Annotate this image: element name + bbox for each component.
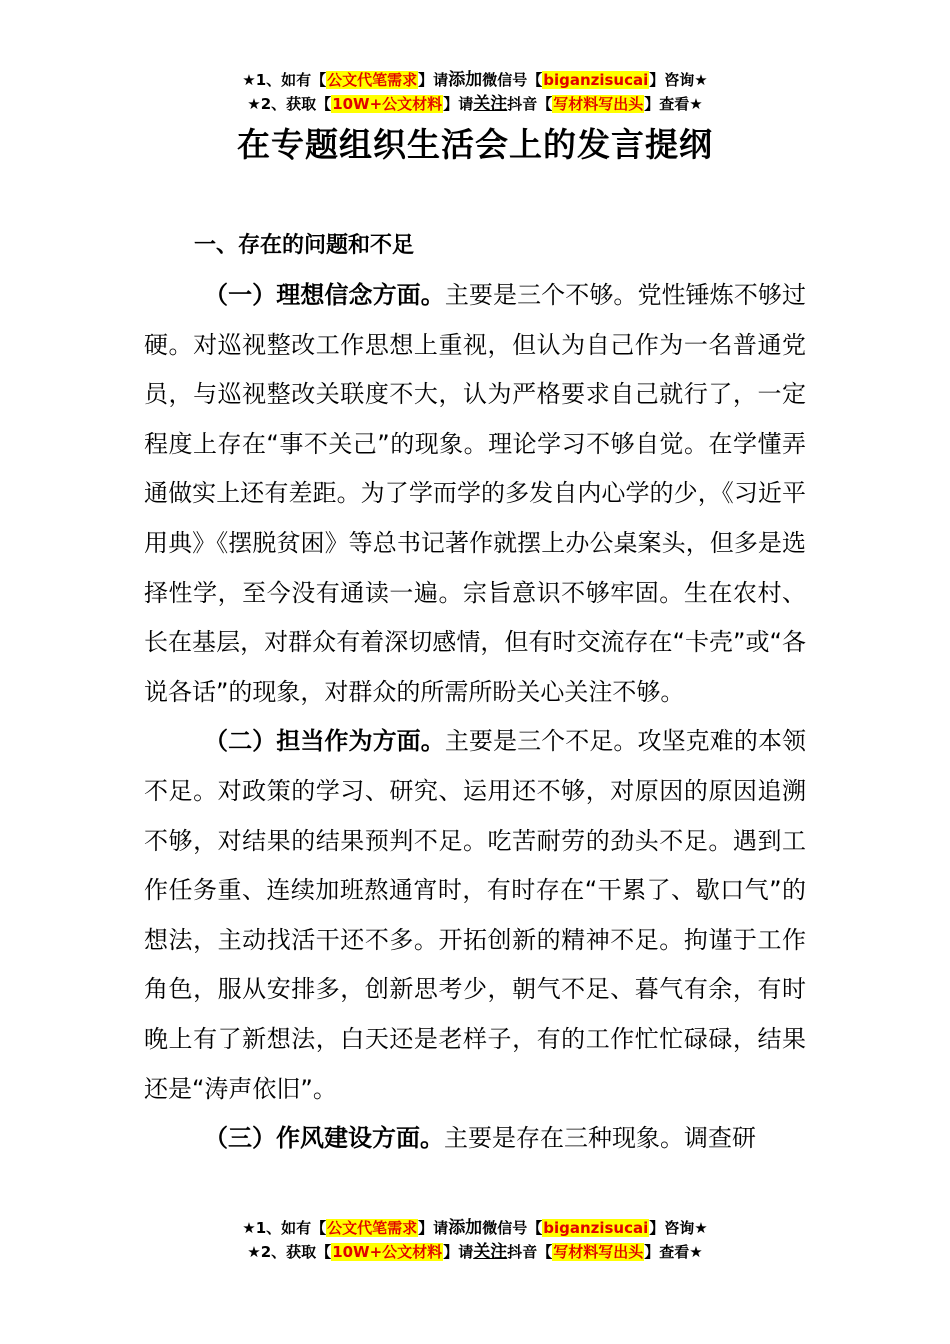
ad-text: ★1、如有【	[242, 71, 327, 89]
ad-highlight: 公文代笔需求	[327, 71, 418, 89]
ad-text: 】请	[443, 95, 474, 113]
ad-text: ★1、如有【	[242, 1219, 327, 1237]
header-ad	[0, 68, 950, 116]
paragraph-responsibility	[144, 717, 806, 1114]
ad-text: 】请	[443, 1243, 474, 1261]
ad-text: ★2、获取【	[247, 95, 332, 113]
ad-text: 】咨询★	[649, 1219, 708, 1237]
ad-emphasis: 关注	[473, 1242, 508, 1262]
ad-highlight: 10W+公文材料	[332, 95, 443, 113]
paragraph-lead: （三）作风建设方面。	[204, 1124, 444, 1153]
ad-text: 抖音【	[507, 1243, 553, 1261]
ad-text: 】请	[418, 71, 449, 89]
document-title: 在专题组织生活会上的发言提纲	[237, 125, 713, 164]
paragraph-lead: （二）担当作为方面。	[204, 727, 445, 756]
ad-douyin-id: 写材料写出头	[553, 95, 644, 113]
ad-line-2	[0, 1240, 950, 1264]
ad-text: 微信号【	[482, 71, 543, 89]
paragraph-ideals	[144, 271, 806, 717]
document-body	[144, 221, 806, 1164]
ad-emphasis: 添加	[448, 70, 483, 90]
ad-text: 】请	[418, 1219, 449, 1237]
ad-text: ★2、获取【	[247, 1243, 332, 1261]
ad-line-2	[0, 92, 950, 116]
ad-emphasis: 添加	[448, 1218, 483, 1238]
paragraph-text: 主要是三个不够。党性锤炼不够过硬。对巡视整改工作思想上重视，但认为自己作为一名普通党员，与巡视整改关联度不大，认为严格要求自己就行了，一定程度上存在“事不关己”的现象。理论学习不够自觉。在学懂弄通做实上还有差距。为了学而学的多发自内心学的少，《习近平用典》《摆脱贫困》等总书记著作就摆上办公桌案头，但多是选择性学，至今没有通读一遍。宗旨意识不够牢固。生在农村、长在基层，对群众有着深切感情，但有时交流存在“卡壳”或“各说各话”的现象，对群众的所需所盼关心关注不够。	[144, 281, 807, 706]
paragraph-text: 主要是存在三种现象。调查研	[444, 1124, 756, 1153]
ad-highlight: 10W+公文材料	[332, 1243, 443, 1261]
ad-douyin-id: 写材料写出头	[553, 1243, 644, 1261]
ad-wechat-id: biganzisucai	[543, 71, 649, 89]
ad-wechat-id: biganzisucai	[543, 1219, 649, 1237]
ad-text: 】咨询★	[649, 71, 708, 89]
ad-line-1	[0, 1216, 950, 1240]
ad-text: 抖音【	[507, 95, 553, 113]
ad-text: 微信号【	[482, 1219, 543, 1237]
footer-ad	[0, 1216, 950, 1264]
paragraph-text: 主要是三个不足。攻坚克难的本领不足。对政策的学习、研究、运用还不够，对原因的原因追溯不够，对结果的结果预判不足。吃苦耐劳的劲头不足。遇到工作任务重、连续加班熬通宵时，有时存在“干累了、歇口气”的想法，主动找活干还不多。开拓创新的精神不足。拘谨于工作角色，服从安排多，创新思考少，朝气不足、暮气有余，有时晚上有了新想法，白天还是老样子，有的工作忙忙碌碌，结果还是“涛声依旧”。	[144, 727, 807, 1103]
ad-line-1	[0, 68, 950, 92]
paragraph-work-style	[144, 1114, 806, 1164]
ad-text: 】查看★	[644, 1243, 703, 1261]
paragraph-lead: （一）理想信念方面。	[204, 281, 445, 309]
ad-highlight: 公文代笔需求	[327, 1219, 418, 1237]
ad-emphasis: 关注	[473, 94, 508, 114]
ad-text: 】查看★	[644, 95, 703, 113]
section-heading: 一、存在的问题和不足	[194, 233, 415, 258]
